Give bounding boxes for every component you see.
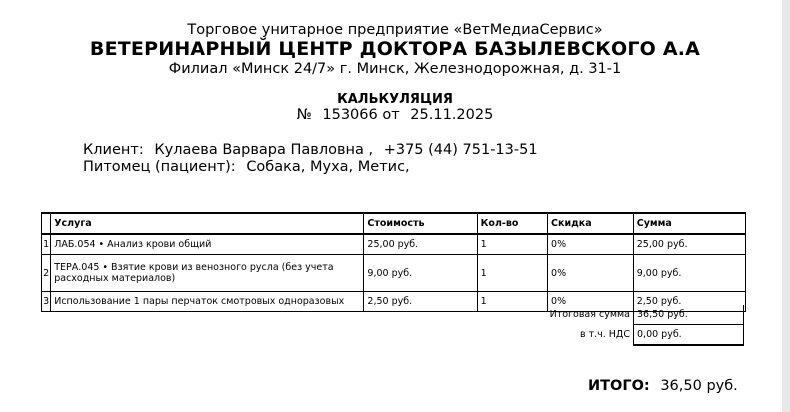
client-line [83,142,538,158]
branch-address: Филиал «Минск 24/7» г. Минск, Железнодорожная, д. 31-1 [168,61,622,77]
table-row [42,255,746,292]
col-num-header [42,213,51,234]
totals-table [410,305,744,346]
row-qty: 1 [477,234,547,255]
row-sum: 25,00 руб. [633,234,745,255]
row-service: ЛАБ.054 • Анализ крови общий [51,234,364,255]
row-number: 1 [42,234,51,255]
grand-total-value: 36,50 руб. [660,378,738,394]
row-discount: 0% [548,292,634,312]
row-qty: 1 [477,292,547,312]
organization-name: Торговое унитарное предприятие «ВетМедиаСервис» [187,22,603,38]
window-edge [782,0,790,412]
client-label: Клиент: [83,142,144,158]
pet-label: Питомец (пациент): [83,159,236,175]
row-sum: 2,50 руб. [633,292,745,312]
pet-value: Собака, Муха, Метис, [246,159,410,175]
table-header-row [42,213,746,234]
total-value: 36,50 руб. [634,305,744,325]
vat-row [410,325,744,346]
document-title: КАЛЬКУЛЯЦИЯ [337,92,453,107]
row-sum: 9,00 руб. [633,255,745,292]
grand-total-label: ИТОГО: [588,378,650,394]
row-service: ТЕРА.045 • Взятие крови из венозного русла (без учета расходных материалов) [51,255,364,292]
clinic-name: ВЕТЕРИНАРНЫЙ ЦЕНТР ДОКТОРА БАЗЫЛЕВСКОГО А.А [89,38,701,60]
total-label: Итоговая сумма [549,309,630,321]
client-phone: +375 (44) 751-13-51 [383,142,538,158]
vat-value: 0,00 руб. [634,325,744,346]
row-discount: 0% [548,234,634,255]
row-discount: 0% [548,255,634,292]
col-cost-header: Стоимость [364,213,477,234]
services-table [41,212,746,312]
col-discount-header: Скидка [548,213,634,234]
row-service: Использование 1 пары перчаток смотровых одноразовых [51,292,364,312]
col-service-header: Услуга [51,213,364,234]
client-name: Кулаева Варвара Павловна , [154,142,374,158]
row-number: 2 [42,255,51,292]
row-number: 3 [42,292,51,312]
document-number: 153066 [322,107,378,123]
document-number-line [0,107,790,123]
total-row [410,305,744,325]
grand-total [588,378,738,394]
col-sum-header: Сумма [633,213,745,234]
number-label: № [296,107,312,123]
document-date: 25.11.2025 [410,107,494,123]
vat-label: в т.ч. НДС [579,329,630,341]
row-qty: 1 [477,255,547,292]
pet-line [83,159,410,175]
row-cost: 9,00 руб. [364,255,477,292]
col-qty-header: Кол-во [477,213,547,234]
table-row [42,234,746,255]
row-cost: 25,00 руб. [364,234,477,255]
date-label: от [382,107,400,123]
row-cost: 2,50 руб. [364,292,477,312]
